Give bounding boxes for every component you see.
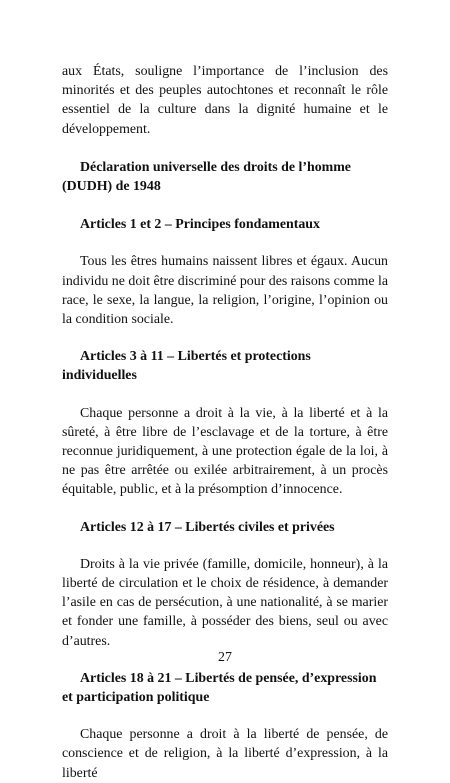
page-number: 27 [218, 650, 232, 665]
page-body [62, 62, 388, 783]
section-heading-dudh: Déclaration universelle des droits de l’homme (DUDH) de 1948 [62, 159, 351, 195]
paragraph-articles-1-2: Tous les êtres humains naissent libres et égaux. Aucun individu ne doit être discriminé pour des raisons comme la race, le sexe, la langue, la religion, l’origine, l’opinion ou la condition sociale. [62, 254, 388, 328]
subsection-heading-articles-3-11: Articles 3 à 11 – Libertés et protections individuelles [62, 349, 311, 384]
paragraph-articles-12-17: Droits à la vie privée (famille, domicile, honneur), à la liberté de circulation et le choix de résidence, à demander l’asile en cas de persécution, à une nationalité, à se marier et fonder une famille, à posséder des biens, seul ou avec d’autres. [62, 556, 388, 649]
subsection-heading-articles-18-21: Articles 18 à 21 – Libertés de pensée, d’expression et participation politique [62, 670, 377, 706]
subsection-heading-articles-1-2: Articles 1 et 2 – Principes fondamentaux [80, 217, 320, 233]
paragraph-continued: aux États, souligne l’importance de l’inclusion des minorités et des peuples autochtones et reconnaît le rôle essentiel de la culture dans la dignité humaine et le développement. [62, 64, 388, 137]
paragraph-articles-3-11: Chaque personne a droit à la vie, à la liberté et à la sûreté, à être libre de l’esclavage et de la torture, à être reconnue juridiquement, à une protection égale de la loi, à ne pas être arrêtée ou exilée arbitrairement, à un procès équitable, public, et à la présomption d’innocence. [62, 405, 388, 498]
paragraph-articles-18-21: Chaque personne a droit à la liberté de pensée, de conscience et de religion, à la liberté d’expression, à la liberté [62, 727, 388, 781]
subsection-heading-articles-12-17: Articles 12 à 17 – Libertés civiles et privées [80, 519, 335, 535]
